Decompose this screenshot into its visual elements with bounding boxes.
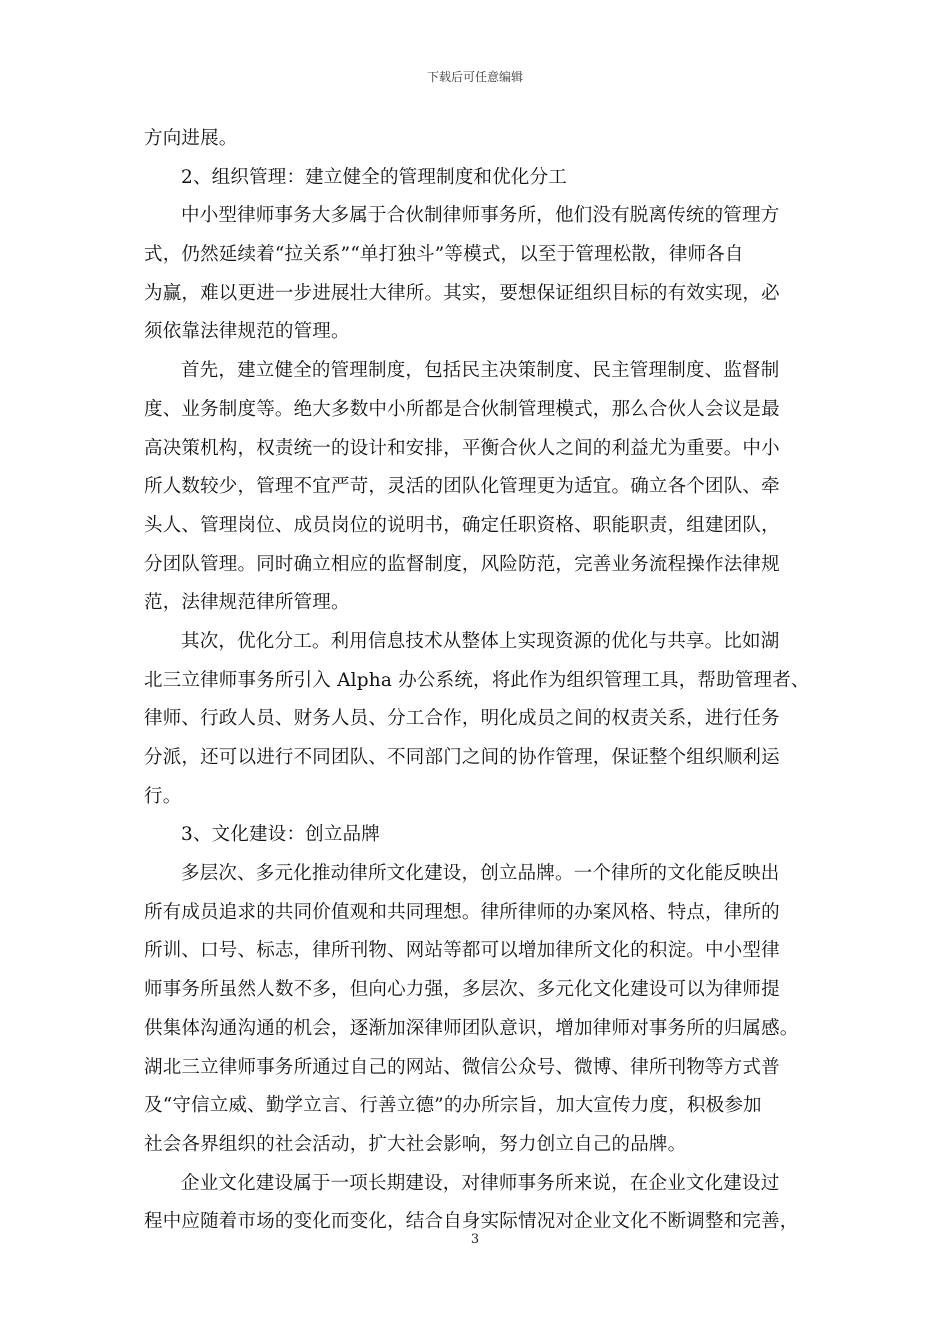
document-body (144, 120, 816, 1242)
text-line: 供集体沟通沟通的机会，逐渐加深律师团队意识，增加律师对事务所的归属感。 (144, 1017, 799, 1039)
text-line: 所有成员追求的共同价值观和共同理想。律所律师的办案风格、特点，律所的 (144, 901, 780, 923)
page-header: 下载后可任意编辑 (426, 70, 523, 84)
text-line: 范，法律规范律所管理。 (144, 592, 350, 614)
text-line: 首先，建立健全的管理制度，包括民主决策制度、民主管理制度、监督制 (181, 360, 780, 382)
text-line: 方向进展。 (144, 128, 238, 149)
text-line: 多层次、多元化推动律所文化建设，创立品牌。一个律所的文化能反映出 (181, 863, 780, 885)
text-line: 度、业务制度等。绝大多数中小所都是合伙制管理模式，那么合伙人会议是最 (144, 398, 780, 420)
text-line: 北三立律师事务所引入 Alpha 办公系统，将此作为组织管理工具，帮助管理者、 (144, 669, 810, 691)
text-line: 其次，优化分工。利用信息技术从整体上实现资源的优化与共享。比如湖 (181, 630, 780, 652)
text-line: 社会各界组织的社会活动，扩大社会影响，努力创立自己的品牌。 (144, 1133, 687, 1155)
text-line: 为赢，难以更进一步进展壮大律所。其实，要想保证组织目标的有效实现，必 (144, 282, 780, 304)
text-line: 式，仍然延续着“拉关系”“单打独斗”等模式，以至于管理松散，律师各自 (144, 244, 744, 266)
text-line: 高决策机构，权责统一的设计和安排，平衡合伙人之间的利益尤为重要。中小 (144, 437, 780, 459)
text-line: 头人、管理岗位、成员岗位的说明书，确定任职资格、职能职责，组建团队， (144, 514, 780, 536)
text-line: 企业文化建设属于一项长期建设，对律师事务所来说，在企业文化建设过 (181, 1172, 780, 1194)
page-number: 3 (470, 1232, 480, 1247)
text-line: 3、文化建设：创立品牌 (181, 824, 380, 846)
text-line: 所人数较少，管理不宜严苛，灵活的团队化管理更为适宜。确立各个团队、牵 (144, 476, 780, 498)
text-line: 2、组织管理：建立健全的管理制度和优化分工 (181, 166, 567, 188)
text-line: 须依靠法律规范的管理。 (144, 321, 350, 343)
text-line: 行。 (144, 785, 182, 807)
text-line: 及“守信立威、勤学立言、行善立德”的办所宗旨，加大宣传力度，积极参加 (144, 1095, 762, 1117)
text-line: 师事务所虽然人数不多，但向心力强，多层次、多元化文化建设可以为律师提 (144, 979, 780, 1001)
text-line: 分团队管理。同时确立相应的监督制度，风险防范，完善业务流程操作法律规 (144, 553, 780, 575)
text-line: 所训、口号、标志，律所刊物、网站等都可以增加律所文化的积淀。中小型律 (144, 940, 780, 962)
text-line: 分派，还可以进行不同团队、不同部门之间的协作管理，保证整个组织顺利运 (144, 747, 780, 768)
text-line: 程中应随着市场的变化而变化，结合自身实际情况对企业文化不断调整和完善， (144, 1211, 799, 1233)
text-line: 律师、行政人员、财务人员、分工合作，明化成员之间的权责关系，进行任务 (144, 708, 780, 730)
text-line: 湖北三立律师事务所通过自己的网站、微信公众号、微博、律所刊物等方式普 (144, 1056, 780, 1078)
text-line: 中小型律师事务大多属于合伙制律师事务所，他们没有脱离传统的管理方 (181, 205, 780, 227)
